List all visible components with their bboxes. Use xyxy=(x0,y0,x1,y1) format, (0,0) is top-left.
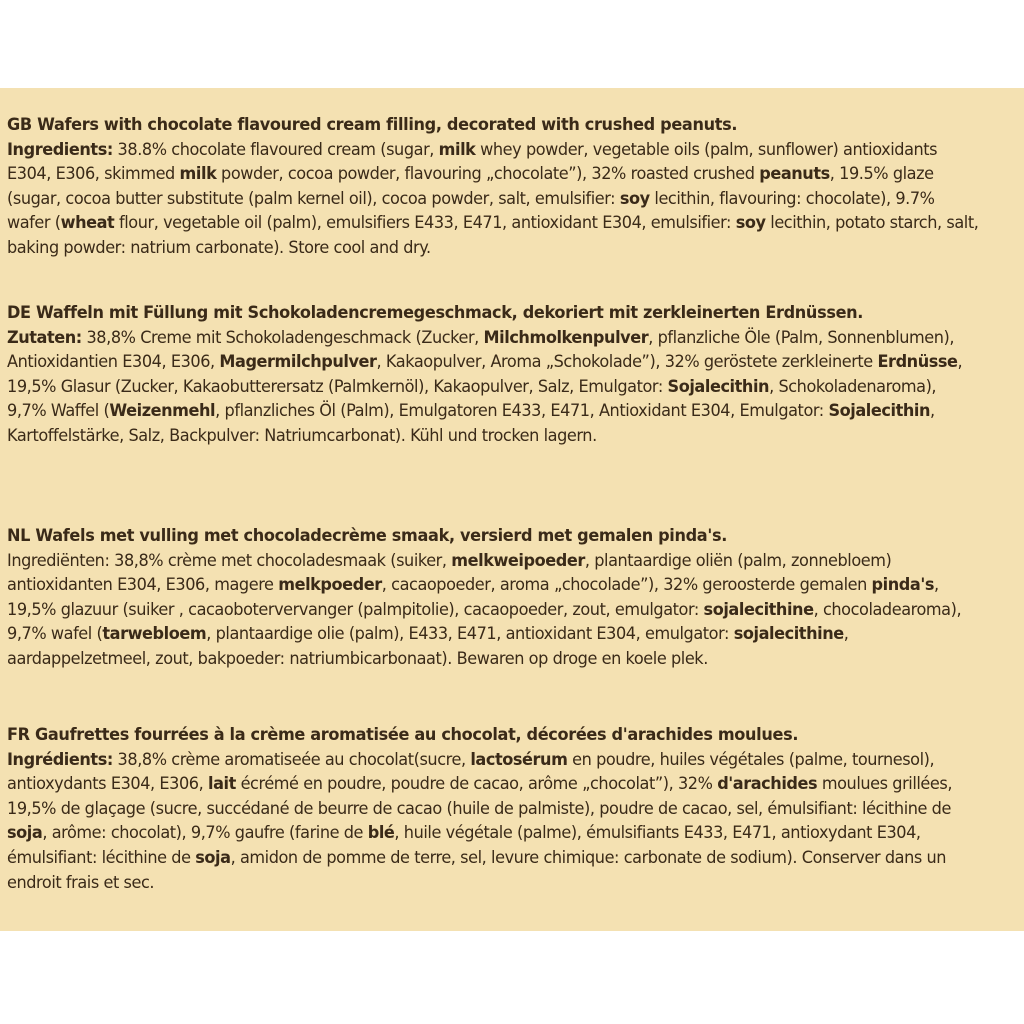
allergen-highlight: soja xyxy=(7,822,43,843)
allergen-highlight: lait xyxy=(207,773,236,794)
allergen-highlight: Erdnüsse xyxy=(877,351,958,372)
ingredients-text-fr: Ingrédients: 38,8% crème aromatiseée au chocolat(sucre, lactosérum en poudre, huiles végétales (palme, tournesol), antioxydants E304, E306, lait écrémé en poudre, poudre de cacao, arôme „chocolat”), 32% d'arachides moulues grillées, 19,5% de glaçage (sucre, succédané de beurre de cacao (huile de palmiste), poudre de cacao, sel, émulsifiant: lécithine de soja, arôme: chocolat), 9,7% gaufre (farine de blé, huile végétale (palme), émulsifiants E433, E471, antioxydant E304, émulsifiant: lécithine de soja, amidon de pomme de terre, sel, levure chimique: carbonate de sodium). Conserver dans un endroit frais et sec. xyxy=(7,748,953,892)
allergen-highlight: Ingredients: xyxy=(7,138,113,159)
allergen-highlight: Sojalecithin xyxy=(828,400,931,421)
allergen-highlight: blé xyxy=(367,822,395,843)
allergen-highlight: soy xyxy=(735,212,766,233)
ingredients-text-de: Zutaten: 38,8% Creme mit Schokoladengeschmack (Zucker, Milchmolkenpulver, pflanzliche Öle (Palm, Sonnenblumen), Antioxidantien E304, E306, Magermilchpulver, Kakaopulver, Aroma „Schokolade”), 32% geröstete zerkleinerte Erdnüsse, 19,5% Glasur (Zucker, Kakaobutterersatz (Palmkernöl), Kakaopulver, Salz, Emulgator: Sojalecithin, Schokoladenaroma), 9,7% Waffel (Weizenmehl, pflanzliches Öl (Palm), Emulgatoren E433, E471, Antioxidant E304, Emulgator: Sojalecithin, Kartoffelstärke, Salz, Backpulver: Natriumcarbonat). Kühl und trocken lagern. xyxy=(7,326,963,445)
section-fr xyxy=(7,722,979,894)
allergen-highlight: Zutaten: xyxy=(7,326,82,347)
section-gb xyxy=(7,112,979,260)
allergen-highlight: lactosérum xyxy=(470,748,568,769)
ingredients-text-gb: Ingredients: 38.8% chocolate flavoured cream (sugar, milk whey powder, vegetable oils (palm, sunflower) antioxidants E304, E306, skimmed milk powder, cocoa powder, flavouring „chocolate”), 32% roasted crushed peanuts, 19.5% glaze (sugar, cocoa butter substitute (palm kernel oil), cocoa powder, salt, emulsifier: soy lecithin, flavouring: chocolate), 9.7% wafer (wheat flour, vegetable oil (palm), emulsifiers E433, E471, antioxidant E304, emulsifier: soy lecithin, potato starch, salt, baking powder: natrium carbonate). Store cool and dry. xyxy=(7,138,979,257)
section-title-nl: NL Wafels met vulling met chocoladecrème smaak, versierd met gemalen pinda's. xyxy=(7,525,727,545)
allergen-highlight: sojalecithine xyxy=(703,598,814,619)
section-nl xyxy=(7,523,979,671)
ingredients-text-nl: Ingrediënten: 38,8% crème met chocoladesmaak (suiker, melkweipoeder, plantaardige oliën (palm, zonnebloem) antioxidanten E304, E306, magere melkpoeder, cacaopoeder, aroma „chocolade”), 32% geroosterde gemalen pinda's, 19,5% glazuur (suiker , cacaobotervervanger (palmpitolie), cacaopoeder, zout, emulgator: sojalecithine, chocoladearoma), 9,7% wafel (tarwebloem, plantaardige olie (palm), E433, E471, antioxidant E304, emulgator: sojalecithine, aardappelzetmeel, zout, bakpoeder: natriumbicarbonaat). Bewaren op droge en koele plek. xyxy=(7,549,962,668)
allergen-highlight: Weizenmehl xyxy=(109,400,216,421)
allergen-highlight: Ingrédients: xyxy=(7,748,113,769)
section-title-de: DE Waffeln mit Füllung mit Schokoladencremegeschmack, dekoriert mit zerkleinerten Erdnüssen. xyxy=(7,302,864,322)
allergen-highlight: melkpoeder xyxy=(278,574,382,595)
section-de xyxy=(7,300,979,448)
allergen-highlight: Sojalecithin xyxy=(667,375,770,396)
section-title-fr: FR Gaufrettes fourrées à la crème aromatisée au chocolat, décorées d'arachides moulues. xyxy=(7,724,799,744)
section-title-gb: GB Wafers with chocolate flavoured cream filling, decorated with crushed peanuts. xyxy=(7,114,738,134)
allergen-highlight: peanuts xyxy=(759,163,830,184)
allergen-highlight: Magermilchpulver xyxy=(219,351,377,372)
allergen-highlight: tarwebloem xyxy=(102,623,207,644)
allergen-highlight: soy xyxy=(619,187,650,208)
allergen-highlight: pinda's xyxy=(871,574,934,595)
allergen-highlight: wheat xyxy=(60,212,115,233)
allergen-highlight: melkweipoeder xyxy=(451,549,585,570)
allergen-highlight: d'arachides xyxy=(717,773,818,794)
allergen-highlight: sojalecithine xyxy=(733,623,844,644)
allergen-highlight: soja xyxy=(195,846,231,867)
allergen-highlight: milk xyxy=(179,163,217,184)
allergen-highlight: milk xyxy=(438,138,476,159)
allergen-highlight: Milchmolkenpulver xyxy=(483,326,649,347)
